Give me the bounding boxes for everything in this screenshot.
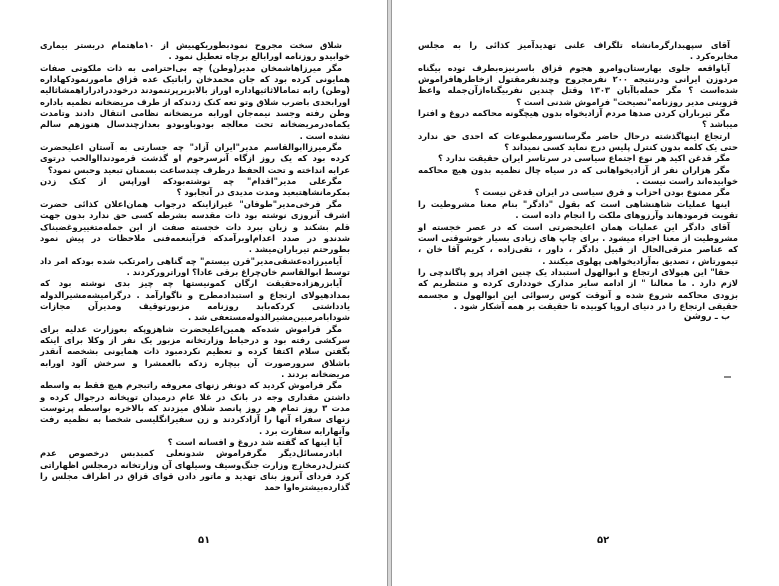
paragraph: مگر قدغن اکید هر نوع اجتماع سیاسی در سرتاسر ایران حقیقت ندارد ؟ <box>437 153 730 164</box>
paragraph: مگرمیرزاابوالقاسم مدیر"ایران آزاد" چه جسارتی به آستان اعلیحضرت کرده بود که یک روز ازگاه آنرسرحوم او گذشت قرمودندااوالحب درتوی عرابه انداخته و تحت الحفظ درظرف چندساعت بسمنان تبعید وحبس نمود؟ <box>40 142 350 175</box>
paragraph: مگرعلی مدیر"اقدام" چه نوشته‌بودکه اوراپس از کتک زدن بمکرمانشاهتبعید ومدت مدیدی در آنجابود ؟ <box>40 176 350 198</box>
right-page-text <box>418 40 738 324</box>
paragraph: شلاق سخت مجروح نمودبطوریکهبیش از ۱۰ماهتمام دربستر بیماری خوابیدو روزنامه اورابالع برچاه تعطیل نمود . <box>40 40 350 62</box>
paragraph: ابادرمسائل‌دیگر مگرفراموش شدونعلی کمبدبس درخصوص عدم کنترل‌درمخارج وزارت جنگ‌وسیف وسیلهای آن وزارتخانه درمجلس اظهاراتی کرد فردای آنروز بنای تهدید و ماتور دادن قوای قزاق در اطراف مجلس را گذارده‌بیشتره‌اوا حمد <box>40 448 350 493</box>
paragraph: ارتجاع اینهاگذشته درحال حاضر مگرسانسورمطبوعات که احدی حق ندارد حتی یک کلمه بدون کنترل پلیس درج نماید کسی نمیداند ؟ <box>418 130 738 153</box>
right-page-number: ۵۲ <box>597 535 610 546</box>
paragraph: آقای سپهبدارگرمانشاه تلگراف علنی تهدیدآمیز کذائی را به مجلس مخابره‌کرد . <box>418 40 738 62</box>
left-page-text <box>40 40 350 494</box>
paragraph: آیا اینها که گفته شد دروغ و افسانه است ؟ <box>167 437 342 448</box>
paragraph: مگر هزاران نفر از آزادیخواهانی که در سیاه چال نظمیه بدون هیچ محاکمه خوابیده‌اند راست نیست . <box>418 164 738 187</box>
paragraph: مگر تیرباران کردن صدها مردم آزادیخواه بدون هیچگونه محاکمه دروغ و افترا میباشد ؟ <box>418 108 738 130</box>
left-page-number: ۵۱ <box>198 535 211 546</box>
paragraph: آیامیرزاده‌عشقی‌مدیر"قرن بیستم" چه گناهی رامرتکب شده بودکه امر داد توسط ابوالقاسم خان‌چراغ برقی عادا؟ اوراترورکردند . <box>40 255 350 277</box>
paragraph: مگر فراموش شده‌که همین‌اعلیحضرت شاهزوپکه بعوزارت عدلیه برای سرکشی رفته بود و درحیاط وزارتخانه مزبور یک نفر از وکلا برای اینکه بگفتن سلام اکتفا کرده و تعظیم نکردمبود ذات همایونی بشخصه آنقدر باشلاق سرورصورت آن بیچاره زدکه بالعمشرا و سرخش آلود اورابه مریضخانه بردند . <box>40 323 350 379</box>
paragraph: حقا" این هیولای ارتجاع و ابوالهول استبداد یک چنین افراد پرو پاگاندچی را لازم دارد . ما معالنا " از ادامه سایر مدارک خودداری کرده و منتظریم که بزودی محاکمه شروع شده و آنوقت کوس رسوائی این ابوالهول و مجسمه حقیقی ارتجاع را در دنیای اروپا کوبیده تا حقیقت بر همه آشکار شود . <box>418 266 738 311</box>
paragraph: آیابزرهزاده‌حقیقت ارگان کمونیستها چه چیز بدی نوشته بود که بمدادهیولای ارتجاع و استبدادمطرح و ناگوارآمد . درگرامیشه‌مشیرالدوله یادداشتی کردکه‌بابد روزنامه مزبورتوقیف ومدیرآن مجازات شودابامرمبین‌مشیرالدوله‌مستعفی شد . <box>40 278 350 323</box>
scan-speck <box>724 376 731 378</box>
left-page <box>0 0 388 586</box>
paragraph: مگر ممنوع بودن احزاب و فرق سیاسی در ایران قدغن نیست ؟ <box>474 187 730 198</box>
paragraph: مگر فرخی‌مدیر"طوفان" غیرازاینکه درجواب همان‌اعلان کذائی حضرت اشرف آنروزی نوشته بود ذات مقدسه بشرطه کسی حق ندارد بدون جهت قلم بشکند و زبان ببرد دات خجسته صفت از این جمله‌متغییروغضبناک شدندو در صدد اعدام‌اوبرآمدکه فرآبنعمه‌فنی ملاحظات در پیش نمود بطورحتم تیرباران‌میشد . <box>40 198 350 255</box>
author-signature: ب ـ روشن <box>683 312 730 323</box>
paragraph: آیاواقعه جلوی بهارستان‌وامرو هجوم قزاق باسرنیزه‌بطرف توده بیگناه مردوزن ایرانی ودرنتیجه ۲۰۰ نفرمجروح وچندنفرمقتول ازخاطرهافراموش شده‌است ؟ مگر حمله‌باآبان ۱۳۰۳ وقتل چندین نفربیگناه‌ازآن‌جمله واعظ قزوینی مدیر روزنامه"نصیحت" فراموش شدنی است ؟ <box>418 62 738 107</box>
paragraph: آقای دادگر این عملیات همان اعلیحضرتی است که در عصر خجسته او مشروطیت از معنا اجراء میشود . برای چاپ های زیادی بسیار خوشوقتی است که عناصر مترقی‌الحال از قبیل دادگر ، داور ، تقی‌زاده ، کریم آقا خان ، تیمورتاش ، تصدیق به‌آزادیخواهی پهلوی میکنند . <box>418 221 738 266</box>
right-page <box>391 0 779 586</box>
paragraph: اینها عملیات شاهنشاهی است که بقول "دادگر" بنام معنا مشروطیت را تقویت فرمودهاند وآرزوهای ملکت را انجام داده است . <box>418 198 738 221</box>
paragraph: مگر میرزاهاشمخان مدیر(وطن) چه بی‌احترامی به ذات ملکوتی صفات همایونی کرده بود که جان محمدخان راباتیک عده قزاق مامورنمودکهاداره (وطن) رابه تمامالاثاثیهاداره اوراز بالابزیرپرتنمودند درخوددرادراراهمشاثالیه اورابحدی باضرب شلاق وتو تعه کنک زدندکه از طرف مریضخانه نظمیه باداره وطن رفته وجسد نیمه‌جان اورابه مریضخانه نظامی انتقال دادند وتامدت یکماه‌درمریضخانه تحت معالجه بودوباوبودو بعدازچندسال هنوزهم سالم نشده است . <box>40 62 350 141</box>
paragraph: مگر فراموش کردید که دونفر زنهای معروفه راتبجرم هیچ فقط به واسطه داشتن مقداری وجه در بانک در غلا عام درمیدان توپخانه درجوال کرده و مدت ۳ روز تمام هر روز پانصد شلاق میزدند که بالاخره بواسطه پرتوست زنهای سفراء آنها را آزادکردند و زن سفیرانگلیسی شخصا به نظمیه رفت وآنهارابه سفارت برد . <box>40 380 350 436</box>
